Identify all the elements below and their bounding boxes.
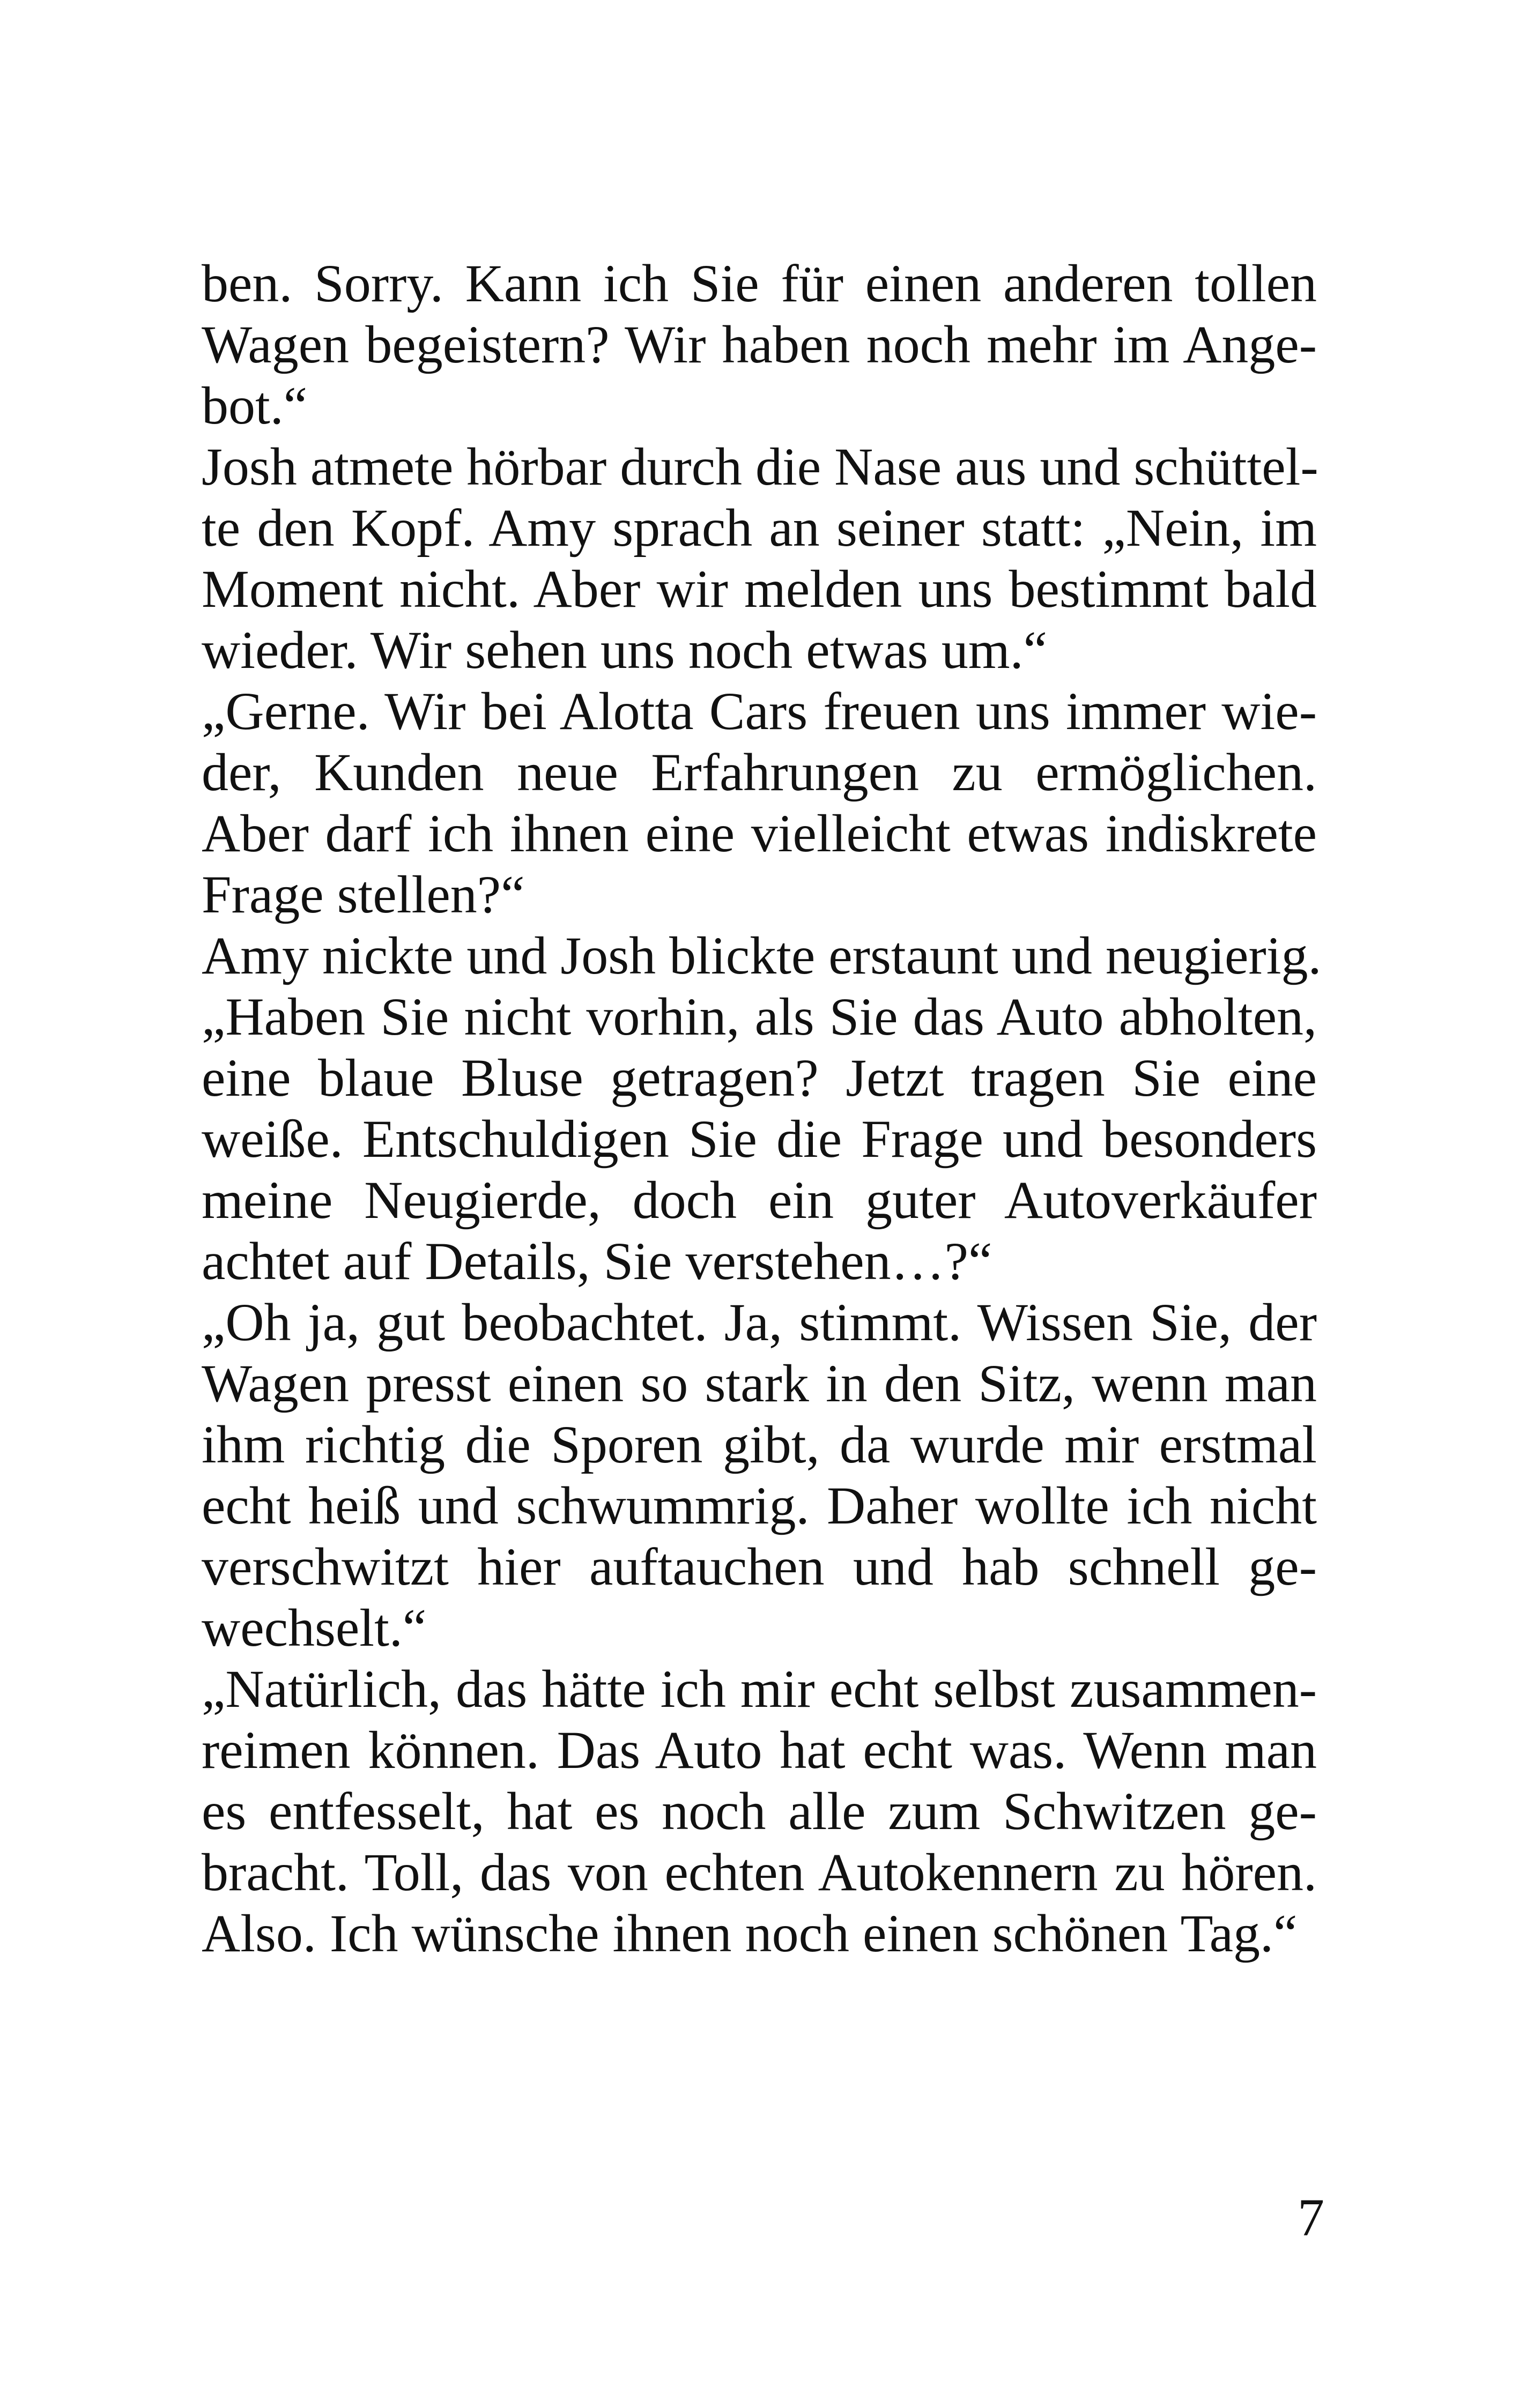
paragraph [202, 681, 1317, 925]
text-line: echt heiß und schwummrig. Daher wollte ich nicht [202, 1476, 1317, 1535]
text-line: Wagen presst einen so stark in den Sitz, wenn man [202, 1354, 1317, 1413]
text-line: Wagen begeistern? Wir haben noch mehr im Ange- [202, 315, 1317, 374]
text-line: ihm richtig die Sporen gibt, da wurde mir erstmal [202, 1415, 1317, 1474]
paragraph [202, 1292, 1317, 1659]
text-line: Frage stellen?“ [202, 865, 525, 924]
text-line: verschwitzt hier auftauchen und hab schnell ge- [202, 1537, 1317, 1596]
text-line: bracht. Toll, das von echten Autokennern zu hören. [202, 1842, 1317, 1902]
text-line: weiße. Entschuldigen Sie die Frage und besonders [202, 1109, 1317, 1169]
text-line: Josh atmete hörbar durch die Nase aus und schüttel- [202, 437, 1318, 496]
text-line: Aber darf ich ihnen eine vielleicht etwas indiskrete [202, 804, 1317, 863]
text-line: Moment nicht. Aber wir melden uns bestimmt bald [202, 559, 1317, 619]
text-line: bot.“ [202, 376, 308, 435]
text-line: der, Kunden neue Erfahrungen zu ermöglichen. [202, 742, 1317, 802]
paragraph [202, 986, 1317, 1292]
text-line: eine blaue Bluse getragen? Jetzt tragen Sie eine [202, 1048, 1317, 1108]
text-line: meine Neugierde, doch ein guter Autoverkäufer [202, 1170, 1317, 1230]
body-text [202, 253, 1322, 1964]
text-line: Also. Ich wünsche ihnen noch einen schönen Tag.“ [202, 1904, 1298, 1963]
text-line: „Oh ja, gut beobachtet. Ja, stimmt. Wissen Sie, der [202, 1292, 1317, 1352]
text-line: wieder. Wir sehen uns noch etwas um.“ [202, 620, 1048, 680]
page-number: 7 [1298, 2188, 1324, 2247]
paragraph [202, 925, 1322, 986]
paragraph [202, 1659, 1317, 1964]
text-line: ben. Sorry. Kann ich Sie für einen anderen tollen [202, 254, 1317, 313]
text-line: te den Kopf. Amy sprach an seiner statt: „Nein, im [202, 498, 1317, 558]
text-line: wechselt.“ [202, 1598, 427, 1658]
text-line: „Haben Sie nicht vorhin, als Sie das Auto abholten, [202, 987, 1317, 1046]
text-line: es entfesselt, hat es noch alle zum Schwitzen ge- [202, 1781, 1317, 1841]
paragraph [202, 436, 1317, 681]
text-line: Amy nickte und Josh blickte erstaunt und neugierig. [202, 926, 1322, 985]
text-line: „Natürlich, das hätte ich mir echt selbst zusammen- [202, 1659, 1317, 1719]
text-line: „Gerne. Wir bei Alotta Cars freuen uns immer wie- [202, 681, 1317, 741]
paragraph [202, 253, 1317, 436]
text-line: achtet auf Details, Sie verstehen…?“ [202, 1231, 992, 1291]
text-line: reimen können. Das Auto hat echt was. Wenn man [202, 1720, 1317, 1780]
